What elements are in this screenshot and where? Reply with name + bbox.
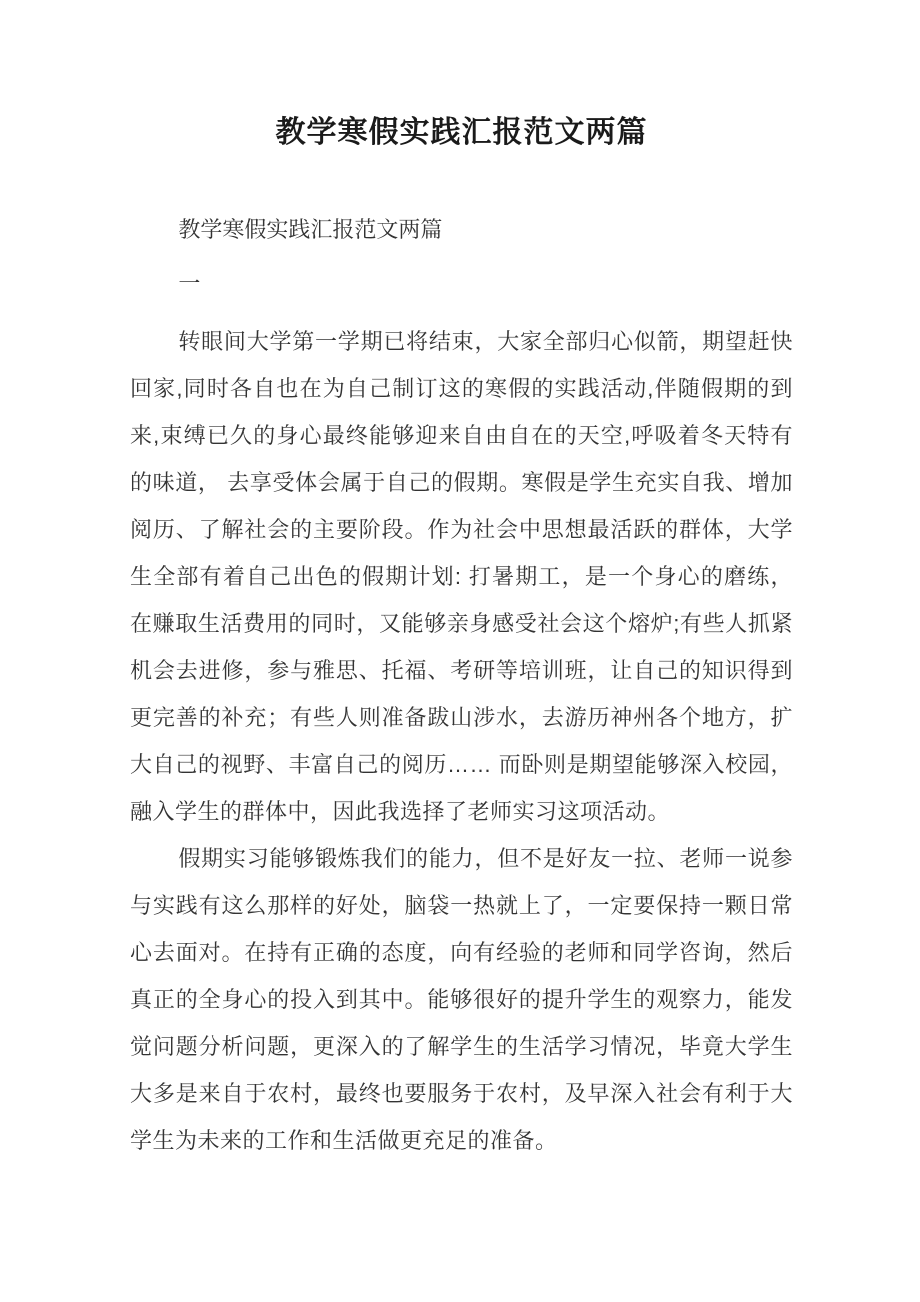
paragraph: 假期实习能够锻炼我们的能力，但不是好友一拉、老师一说参与实践有这么那样的好处，脑袋一热就上了，一定要保持一颗日常心去面对。在持有正确的态度，向有经验的老师和同学咨询，然后真正的全身心的投入到其中。能够很好的提升学生的观察力，能发觉问题分析问题，更深入的了解学生的生活学习情况，毕竟大学生大多是来自于农村，最终也要服务于农村，及早深入社会有利于大学生为未来的工作和生活做更充足的准备。 xyxy=(130,846,793,1153)
paragraph: 转眼间大学第一学期已将结束，大家全部归心似箭，期望赶快回家,同时各自也在为自己制订这的寒假的实践活动,伴随假期的到来,束缚已久的身心最终能够迎来自由自在的天空,呼吸着冬天特有的味道， 去享受体会属于自己的假期。寒假是学生充实自我、增加阅历、了解社会的主要阶段。作为社会中思想最活跃的群体，大学生全部有着自己出色的假期计划: 打暑期工，是一个身心的磨练，在赚取生活费用的同时，又能够亲身感受社会这个熔炉;有些人抓紧机会去进修，参与雅思、托福、考研等培训班，让自己的知识得到更完善的补充；有些人则准备跋山涉水，去游历神州各个地方，扩大自己的视野、丰富自己的阅历…… 而卧则是期望能够深入校园，融入学生的群体中，因此我选择了老师实习这项活动。 xyxy=(130,329,793,824)
section-marker: 一 xyxy=(178,271,201,296)
document-subtitle: 教学寒假实践汇报范文两篇 xyxy=(178,217,443,242)
document-body xyxy=(130,318,793,1164)
document-title: 教学寒假实践汇报范文两篇 xyxy=(275,116,648,149)
